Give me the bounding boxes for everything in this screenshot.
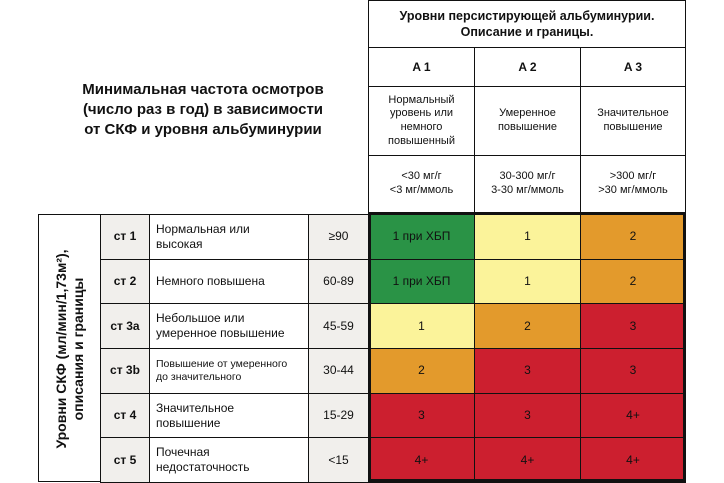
risk-cell: 1 при ХБП xyxy=(368,214,475,260)
desc-line: Немного повышена xyxy=(156,273,265,288)
desc-line: Умеренное xyxy=(499,107,556,120)
gfr-stage-description xyxy=(149,393,309,439)
gfr-stage-label: ст 5 xyxy=(100,437,150,483)
gfr-stage-description xyxy=(149,214,309,260)
desc-line: повышение xyxy=(603,121,663,133)
gfr-stage-range: 15-29 xyxy=(308,393,369,439)
title-line-1: Минимальная частота осмотров xyxy=(82,81,324,98)
range-line: >30 мг/ммоль xyxy=(598,184,668,196)
risk-cell: 2 xyxy=(580,214,686,260)
gfr-stage-description xyxy=(149,348,309,394)
range-line: 3-30 мг/ммоль xyxy=(491,184,564,196)
gfr-stage-range: ≥90 xyxy=(308,214,369,260)
range-line: <3 мг/ммоль xyxy=(389,184,454,196)
desc-line: высокая xyxy=(156,236,203,251)
page-title xyxy=(58,80,348,140)
category-range-a3 xyxy=(580,155,686,213)
title-line-2: (число раз в год) в зависимости xyxy=(82,101,324,118)
albuminuria-title-line-2: Описание и границы. xyxy=(460,25,594,39)
range-line: <30 мг/г xyxy=(401,170,442,183)
desc-line: Почечная xyxy=(156,445,210,460)
category-code-a1: A 1 xyxy=(368,47,475,87)
gfr-stage-label: ст 4 xyxy=(100,393,150,439)
risk-cell: 4+ xyxy=(580,437,686,483)
gfr-stage-description xyxy=(149,437,309,483)
desc-line: повышение xyxy=(497,121,558,133)
risk-cell: 2 xyxy=(474,303,581,349)
risk-cell: 2 xyxy=(368,348,475,394)
risk-cell: 1 при ХБП xyxy=(368,259,475,305)
risk-cell: 1 xyxy=(474,259,581,305)
category-range-a1 xyxy=(368,155,475,213)
gfr-stage-label: ст 3a xyxy=(100,303,150,349)
range-line: 30-300 мг/г xyxy=(499,170,556,183)
desc-line: умеренное повышение xyxy=(156,326,285,341)
gfr-stage-range: 45-59 xyxy=(308,303,369,349)
risk-cell: 4+ xyxy=(580,393,686,439)
category-desc-a1 xyxy=(368,86,475,156)
gfr-stage-label: ст 3b xyxy=(100,348,150,394)
category-desc-a2 xyxy=(474,86,581,156)
category-range-a2 xyxy=(474,155,581,213)
gfr-stage-range: <15 xyxy=(308,437,369,483)
risk-cell: 4+ xyxy=(474,437,581,483)
risk-cell: 3 xyxy=(580,348,686,394)
category-desc-a3 xyxy=(580,86,686,156)
category-code-a2: A 2 xyxy=(474,47,581,87)
risk-cell: 3 xyxy=(580,303,686,349)
desc-line: Нормальный xyxy=(388,93,455,106)
gfr-stage-description xyxy=(149,259,309,305)
gfr-stage-label: ст 1 xyxy=(100,214,150,260)
risk-cell: 2 xyxy=(580,259,686,305)
desc-line: повышение xyxy=(156,415,221,430)
risk-cell: 1 xyxy=(474,214,581,260)
gfr-stage-description xyxy=(149,303,309,349)
risk-cell: 3 xyxy=(474,348,581,394)
desc-line: Небольшое или xyxy=(156,311,245,326)
risk-cell: 3 xyxy=(368,393,475,439)
title-line-3: от СКФ и уровня альбуминурии xyxy=(84,121,322,138)
gfr-stage-label: ст 2 xyxy=(100,259,150,305)
desc-line: повышенный xyxy=(388,134,455,147)
desc-line: до значительного xyxy=(156,370,242,383)
category-code-a3: A 3 xyxy=(580,47,686,87)
gfr-side-title xyxy=(38,214,100,482)
desc-line: Повышение от умеренного xyxy=(156,357,288,370)
desc-line: недостаточность xyxy=(156,460,250,475)
albuminuria-header xyxy=(368,0,686,48)
gfr-stage-range: 60-89 xyxy=(308,259,369,305)
gfr-title-line-2: описания и границы xyxy=(70,277,86,421)
risk-cell: 1 xyxy=(368,303,475,349)
desc-line: уровень или xyxy=(389,107,454,120)
albuminuria-title-line-1: Уровни персистирующей альбуминурии. xyxy=(399,9,655,23)
risk-cell: 3 xyxy=(474,393,581,439)
desc-line: Нормальная или xyxy=(156,221,250,236)
desc-line: Значительное xyxy=(156,400,235,415)
gfr-title-line-1: Уровни СКФ (мл/мин/1,73м²), xyxy=(53,249,69,449)
risk-cell: 4+ xyxy=(368,437,475,483)
gfr-stage-range: 30-44 xyxy=(308,348,369,394)
range-line: >300 мг/г xyxy=(609,170,657,183)
desc-line: немного xyxy=(400,121,443,133)
desc-line: Значительное xyxy=(597,107,669,120)
